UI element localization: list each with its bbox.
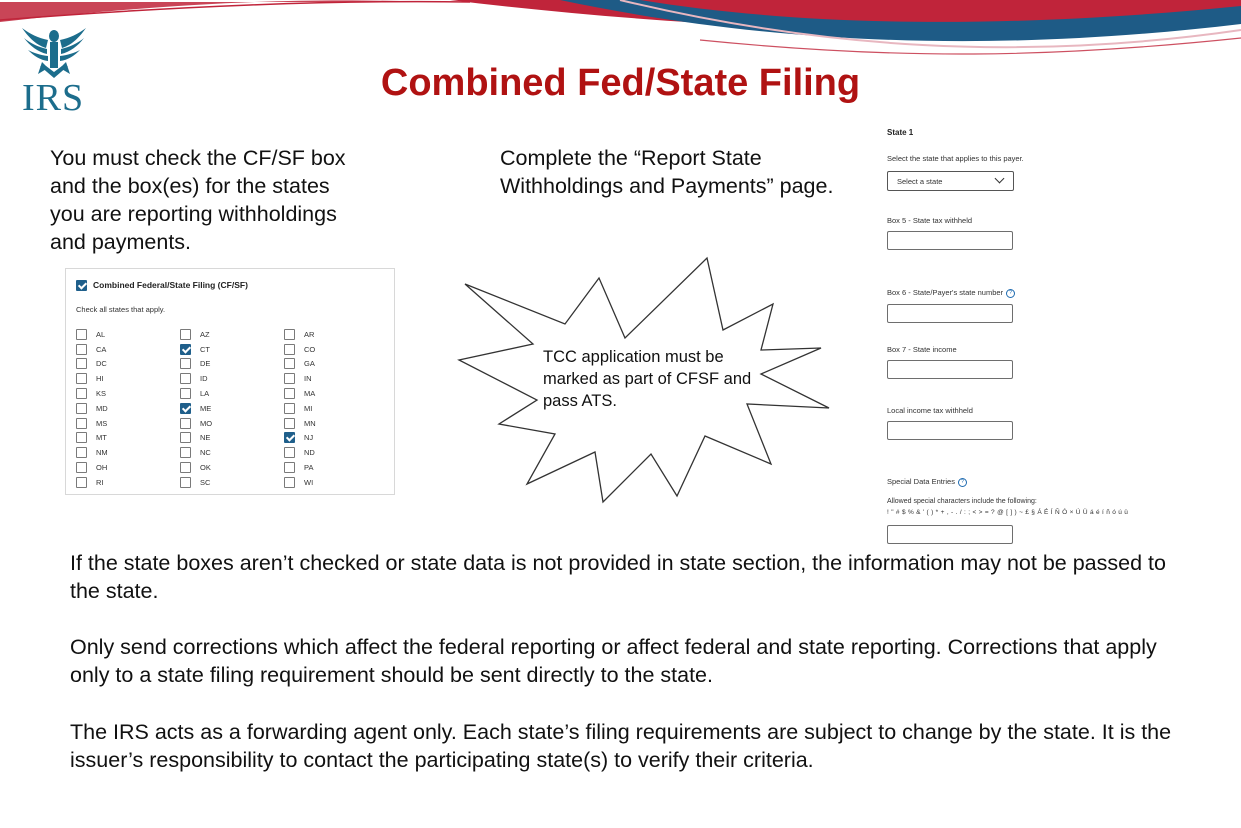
state-checkbox-row[interactable] — [180, 327, 280, 342]
state-checkbox-row[interactable] — [76, 460, 176, 475]
box7-label: Box 7 - State income — [887, 345, 957, 354]
box6-input[interactable] — [887, 304, 1013, 323]
state-checkbox-label: AZ — [200, 329, 210, 339]
cfsf-subtitle: Check all states that apply. — [76, 305, 166, 314]
state-checkbox[interactable] — [76, 403, 87, 414]
allowed-chars-label: Allowed special characters include the following: — [887, 498, 1037, 505]
help-icon[interactable]: ? — [1006, 289, 1015, 298]
state-checkbox-label: MA — [304, 389, 316, 399]
state-checkbox-row[interactable] — [180, 475, 280, 490]
state-checkbox[interactable] — [284, 447, 295, 458]
box5-input[interactable] — [887, 231, 1013, 250]
state-checkbox-row[interactable] — [180, 357, 280, 372]
page-title: Combined Fed/State Filing — [380, 62, 861, 104]
state-checkbox-row[interactable] — [76, 327, 176, 342]
state-checkbox-label: NE — [200, 433, 211, 443]
cfsf-panel — [65, 268, 395, 495]
state-checkbox[interactable] — [284, 388, 295, 399]
state-checkbox-row[interactable] — [180, 342, 280, 357]
state-checkbox[interactable] — [76, 373, 87, 384]
state-checkbox-label: RI — [96, 477, 104, 487]
special-data-input[interactable] — [887, 525, 1013, 544]
state-checkbox-row[interactable] — [284, 357, 384, 372]
state-checkbox-label: ID — [200, 374, 208, 384]
state-checkbox-row[interactable] — [180, 445, 280, 460]
state-checkbox-label: MS — [96, 418, 108, 428]
state-checkbox-label: HI — [96, 374, 104, 384]
state-checkbox-label: NM — [96, 448, 108, 458]
cfsf-checkbox-row[interactable] — [76, 280, 248, 291]
state-checkbox-row[interactable] — [76, 342, 176, 357]
state-checkbox[interactable] — [76, 477, 87, 488]
cfsf-instructions: You must check the CF/SF box and the box(es) for the states you are reporting withholdings and payments. — [50, 146, 346, 254]
state-checkbox-row[interactable] — [180, 371, 280, 386]
state-checkbox[interactable] — [284, 403, 295, 414]
state-checkbox[interactable] — [76, 432, 87, 443]
state-checkbox[interactable] — [284, 462, 295, 473]
state-checkbox[interactable] — [180, 344, 191, 355]
bottom-paragraph-3: The IRS acts as a forwarding agent only. Each state’s filing requirements are subject to change by the state. It is the issuer’s responsibility to contact the participating state(s) to verify their criteria. — [70, 720, 1172, 772]
state-checkbox[interactable] — [284, 373, 295, 384]
state-checkbox-label: CA — [96, 344, 107, 354]
state-checkbox[interactable] — [76, 329, 87, 340]
state-checkbox-label: PA — [304, 463, 314, 473]
state-checkbox[interactable] — [180, 388, 191, 399]
state-select-label: Select the state that applies to this payer. — [887, 154, 1024, 163]
state-checkbox-row[interactable] — [180, 431, 280, 446]
state-checkbox-row[interactable] — [76, 445, 176, 460]
state-checkbox-label: WI — [304, 477, 314, 487]
local-tax-label: Local income tax withheld — [887, 406, 973, 415]
state-checkbox-label: DE — [200, 359, 211, 369]
state-checkbox-label: AL — [96, 329, 106, 339]
state-checkbox-row[interactable] — [76, 401, 176, 416]
state-checkbox-label: CT — [200, 344, 210, 354]
state-checkbox-label: SC — [200, 477, 211, 487]
help-icon[interactable]: ? — [958, 478, 967, 487]
state-checkbox-label: MN — [304, 418, 316, 428]
cfsf-checkbox[interactable] — [76, 280, 87, 291]
report-state-instructions: Complete the “Report State Withholdings and Payments” page. — [500, 146, 834, 198]
state-checkbox[interactable] — [76, 358, 87, 369]
state-checkbox[interactable] — [180, 462, 191, 473]
state-checkbox-row[interactable] — [284, 460, 384, 475]
state-checkbox-label: AR — [304, 329, 315, 339]
state-checkbox[interactable] — [284, 329, 295, 340]
bottom-paragraph-2: Only send corrections which affect the federal reporting or affect federal and state reporting. Corrections that apply only to a state filing requirement should be sent directly to the state. — [70, 635, 1157, 687]
state-checkbox[interactable] — [76, 447, 87, 458]
state-checkbox-row[interactable] — [284, 327, 384, 342]
state-checkbox[interactable] — [284, 344, 295, 355]
chevron-down-icon — [995, 174, 1005, 184]
state-column-3 — [284, 327, 384, 490]
state-checkbox-label: OK — [200, 463, 211, 473]
box7-input[interactable] — [887, 360, 1013, 379]
state-select[interactable] — [887, 171, 1014, 191]
state-checkbox[interactable] — [76, 462, 87, 473]
state-checkbox[interactable] — [180, 447, 191, 458]
state-checkbox-label: ND — [304, 448, 315, 458]
state-checkbox[interactable] — [76, 418, 87, 429]
state-checkbox-row[interactable] — [284, 475, 384, 490]
allowed-chars-list: ! " # $ % & ' ( ) * + , - . / : ; < > = ? @ [ ] ) ~ £ § Á É Í Ñ Ó × Ú Ü á é í ñ ó ú ü — [887, 509, 1129, 516]
state-checkbox-label: IN — [304, 374, 312, 384]
state-checkbox-row[interactable] — [76, 475, 176, 490]
state-checkbox[interactable] — [284, 358, 295, 369]
state-column-2 — [180, 327, 280, 490]
state-checkbox-row[interactable] — [284, 431, 384, 446]
state-checkbox-row[interactable] — [180, 460, 280, 475]
state-checkbox-row[interactable] — [76, 386, 176, 401]
state-checkbox-label: MI — [304, 403, 313, 413]
state-checkbox[interactable] — [180, 477, 191, 488]
state-checkbox[interactable] — [76, 388, 87, 399]
state-section-title: State 1 — [887, 128, 914, 137]
state-checkbox-row[interactable] — [284, 401, 384, 416]
state-checkbox-label: CO — [304, 344, 316, 354]
state-checkbox[interactable] — [76, 344, 87, 355]
tcc-callout-text: TCC application must be marked as part of CFSF and pass ATS. — [543, 348, 752, 410]
state-checkbox-row[interactable] — [284, 371, 384, 386]
state-checkbox[interactable] — [284, 432, 295, 443]
irs-logo-text: IRS — [22, 77, 85, 119]
state-checkbox-row[interactable] — [76, 431, 176, 446]
special-data-label: Special Data Entries ? — [887, 477, 967, 487]
bottom-paragraph-1: If the state boxes aren’t checked or state data is not provided in state section, the information may not be passed to the state. — [70, 551, 1166, 603]
state-checkbox-row[interactable] — [76, 357, 176, 372]
state-checkbox[interactable] — [180, 432, 191, 443]
state-checkbox-row[interactable] — [284, 416, 384, 431]
state-checkbox-label: OH — [96, 463, 108, 473]
state-checkbox[interactable] — [180, 373, 191, 384]
state-checkbox[interactable] — [284, 477, 295, 488]
state-checkbox-row[interactable] — [76, 371, 176, 386]
state-select-value: Select a state — [897, 177, 943, 186]
state-checkbox-label: DC — [96, 359, 107, 369]
state-checkbox-label: MD — [96, 403, 108, 413]
box6-label: Box 6 - State/Payer's state number ? — [887, 288, 1015, 298]
state-checkbox-label: GA — [304, 359, 315, 369]
state-checkbox-row[interactable] — [180, 401, 280, 416]
state-column-1 — [76, 327, 176, 490]
state-checkbox-row[interactable] — [284, 445, 384, 460]
state-checkbox[interactable] — [284, 418, 295, 429]
state-checkbox-label: MO — [200, 418, 213, 428]
state-checkbox-row[interactable] — [180, 416, 280, 431]
state-checkbox[interactable] — [180, 418, 191, 429]
state-checkbox-label: KS — [96, 389, 107, 399]
state-checkbox-label: NC — [200, 448, 211, 458]
state-checkbox[interactable] — [180, 329, 191, 340]
state-checkbox-row[interactable] — [180, 386, 280, 401]
state-checkbox[interactable] — [180, 358, 191, 369]
local-tax-input[interactable] — [887, 421, 1013, 440]
cfsf-checkbox-label: Combined Federal/State Filing (CF/SF) — [93, 280, 248, 290]
state-checkbox-row[interactable] — [284, 386, 384, 401]
state-checkbox[interactable] — [180, 403, 191, 414]
state-checkbox-label: NJ — [304, 433, 314, 443]
state-checkbox-label: MT — [96, 433, 107, 443]
state-checkbox-label: LA — [200, 389, 210, 399]
state-checkbox-row[interactable] — [76, 416, 176, 431]
box5-label: Box 5 - State tax withheld — [887, 216, 973, 225]
state-checkbox-row[interactable] — [284, 342, 384, 357]
state-checkbox-label: ME — [200, 403, 212, 413]
